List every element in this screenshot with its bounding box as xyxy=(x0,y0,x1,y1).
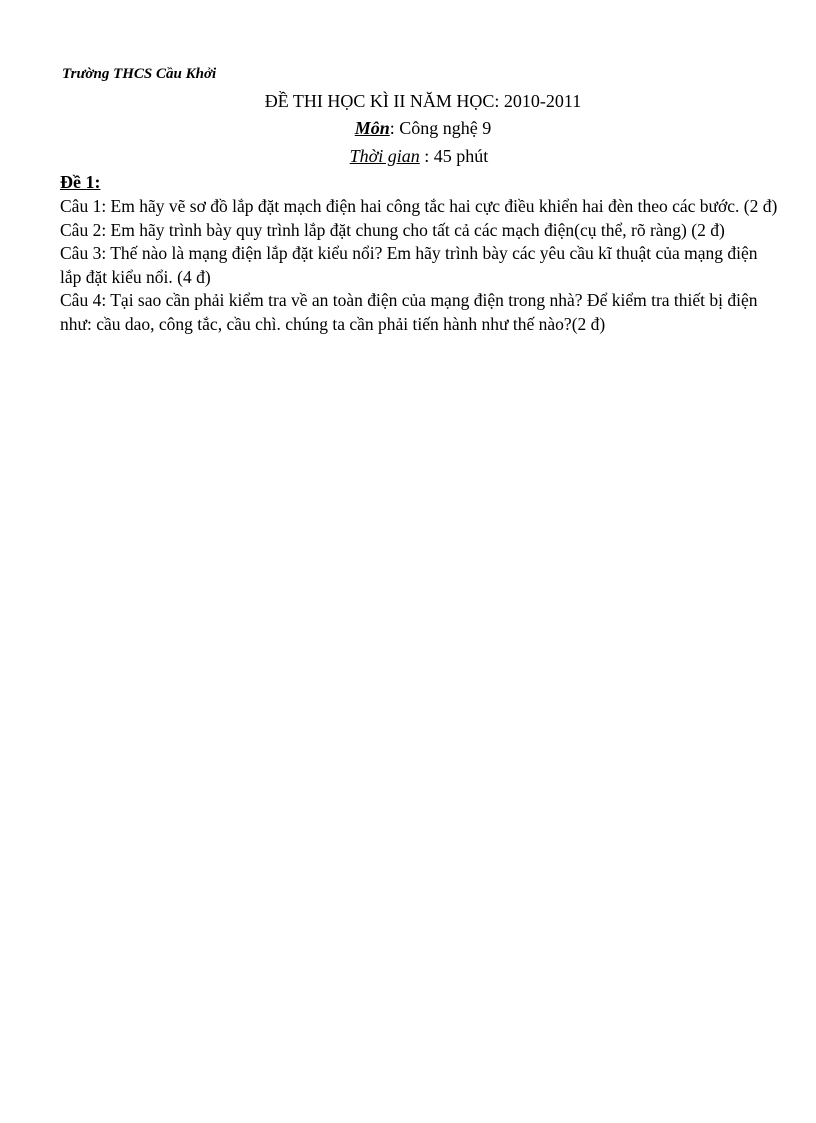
subject-value: : Công nghệ 9 xyxy=(389,118,492,138)
subject-line xyxy=(0,118,816,139)
question-2: Câu 2: Em hãy trình bày quy trình lắp đặt chung cho tất cả các mạch điện(cụ thể, rõ ràng) (2 đ) xyxy=(60,219,725,240)
exam-title: ĐỀ THI HỌC KÌ II NĂM HỌC: 2010-2011 xyxy=(264,91,582,111)
subject-label: Môn xyxy=(354,118,390,138)
time-value: : 45 phút xyxy=(419,146,489,166)
exam-variant-label: Đề 1: xyxy=(60,172,101,192)
question-3: Câu 3: Thế nào là mạng điện lắp đặt kiểu nổi? Em hãy trình bày các yêu cầu kĩ thuật của mạng điện lắp đặt kiểu nổi. (4 đ) xyxy=(60,243,758,287)
question-list xyxy=(60,195,780,336)
school-name: Trường THCS Cầu Khởi xyxy=(62,66,217,82)
time-line xyxy=(0,146,816,167)
question-1: Câu 1: Em hãy vẽ sơ đồ lắp đặt mạch điện hai công tắc hai cực điều khiển hai đèn theo các bước. (2 đ) xyxy=(60,196,778,216)
question-4: Câu 4: Tại sao cần phải kiểm tra về an toàn điện của mạng điện trong nhà? Để kiểm tra thiết bị điện như: cầu dao, công tắc, cầu chì. chúng ta cần phải tiến hành như thế nào?(2 đ) xyxy=(60,290,758,334)
time-label: Thời gian xyxy=(349,146,420,166)
